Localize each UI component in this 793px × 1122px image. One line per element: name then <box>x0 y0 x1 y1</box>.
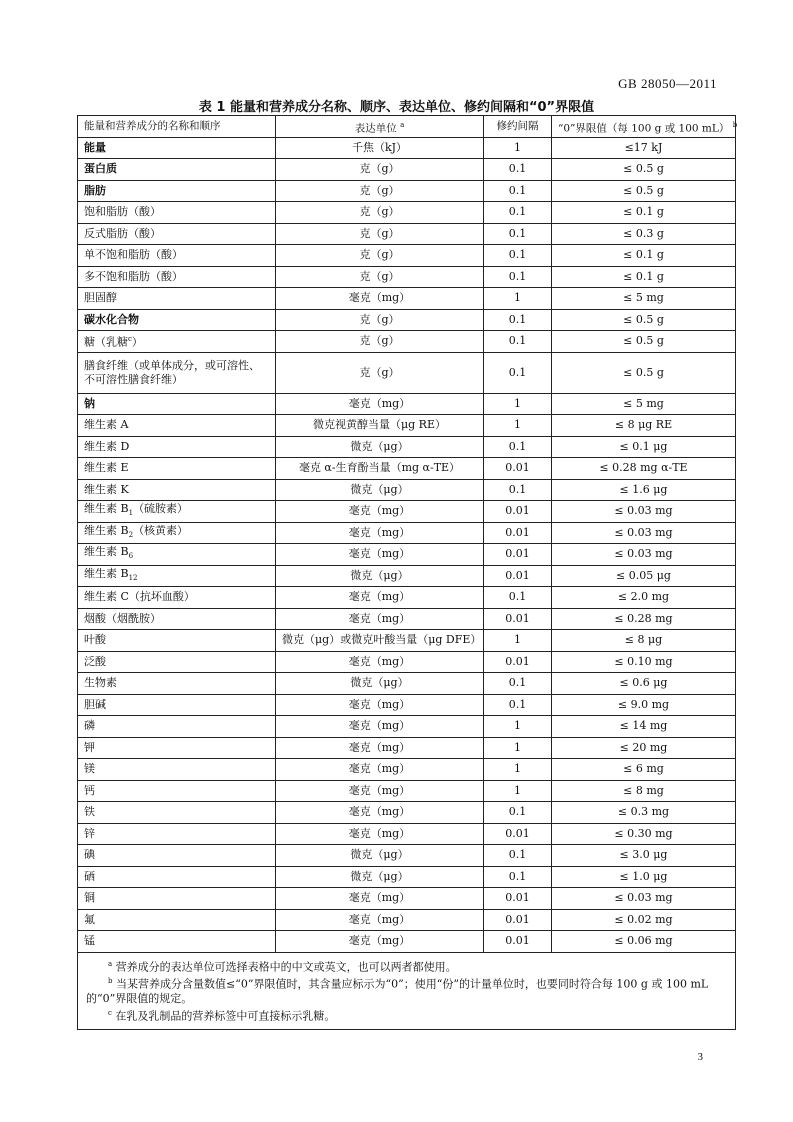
interval-cell: 1 <box>484 759 552 781</box>
unit-cell: 毫克（mg） <box>276 823 484 845</box>
table-row <box>78 823 736 845</box>
limit-cell: ≤ 0.03 mg <box>552 522 736 544</box>
nutrient-name-cell <box>78 137 276 159</box>
interval-cell: 0.1 <box>484 479 552 501</box>
unit-cell: 毫克（mg） <box>276 608 484 630</box>
interval-cell: 0.01 <box>484 823 552 845</box>
unit-cell: 毫克 α-生育酚当量（mg α-TE） <box>276 458 484 480</box>
nutrient-name: 生物素 <box>84 676 117 690</box>
interval-cell: 0.01 <box>484 522 552 544</box>
table-row <box>78 544 736 566</box>
nutrient-name: 泛酸 <box>84 654 106 668</box>
unit-cell: 克（g） <box>276 202 484 224</box>
nutrient-name-cell <box>78 309 276 331</box>
limit-cell: ≤ 0.1 μg <box>552 436 736 458</box>
limit-cell: ≤ 6 mg <box>552 759 736 781</box>
unit-cell: 毫克（mg） <box>276 501 484 523</box>
nutrient-name-cell <box>78 759 276 781</box>
limit-cell: ≤ 0.5 g <box>552 331 736 353</box>
nutrient-name: 多不饱和脂肪（酸） <box>84 269 183 283</box>
limit-cell: ≤ 0.03 mg <box>552 888 736 910</box>
limit-cell: ≤ 0.1 g <box>552 202 736 224</box>
unit-cell: 微克（μg）或微克叶酸当量（μg DFE） <box>276 630 484 652</box>
footnote-mark: c <box>108 1008 112 1017</box>
unit-cell: 克（g） <box>276 266 484 288</box>
unit-cell: 毫克（mg） <box>276 393 484 415</box>
nutrient-name-cell <box>78 393 276 415</box>
table-row <box>78 565 736 587</box>
limit-cell: ≤ 0.5 g <box>552 159 736 181</box>
interval-cell: 0.01 <box>484 544 552 566</box>
nutrient-name-cell <box>78 694 276 716</box>
nutrient-table <box>77 115 736 1030</box>
limit-cell: ≤ 0.02 mg <box>552 909 736 931</box>
unit-cell: 毫克（mg） <box>276 716 484 738</box>
nutrient-name: 氟 <box>84 912 95 926</box>
unit-cell: 微克（μg） <box>276 866 484 888</box>
unit-cell: 克（g） <box>276 245 484 267</box>
table-row <box>78 587 736 609</box>
unit-cell: 毫克（mg） <box>276 522 484 544</box>
nutrient-name: 膳食纤维（或单体成分，或可溶性、不可溶性膳食纤维） <box>84 358 260 386</box>
table-row <box>78 137 736 159</box>
limit-cell: ≤ 9.0 mg <box>552 694 736 716</box>
interval-cell: 0.1 <box>484 309 552 331</box>
interval-cell: 0.01 <box>484 888 552 910</box>
table-header-row <box>78 116 736 138</box>
interval-cell: 1 <box>484 393 552 415</box>
note-text: 当某营养成分含量数值≤“0”界限值时，其含量应标示为“0”；使用“份”的计量单位时，也要同时符合每 100 g 或 100 mL 的“0”界限值的规定。 <box>86 977 709 1005</box>
table-title: 表 1 能量和营养成分名称、顺序、表达单位、修约间隔和“0”界限值 <box>198 100 595 115</box>
table-row <box>78 288 736 310</box>
nutrient-name-cell <box>78 888 276 910</box>
interval-cell: 1 <box>484 630 552 652</box>
table-row <box>78 780 736 802</box>
nutrient-name-cell <box>78 180 276 202</box>
nutrient-name-cell <box>78 458 276 480</box>
unit-cell: 毫克（mg） <box>276 544 484 566</box>
interval-cell: 0.1 <box>484 331 552 353</box>
table-row <box>78 522 736 544</box>
limit-cell: ≤ 0.28 mg α-TE <box>552 458 736 480</box>
table-notes <box>78 952 736 1030</box>
limit-cell: ≤ 0.3 g <box>552 223 736 245</box>
unit-cell: 毫克（mg） <box>276 759 484 781</box>
table-row <box>78 415 736 437</box>
table-row <box>78 352 736 393</box>
unit-cell: 微克（μg） <box>276 436 484 458</box>
unit-cell: 毫克（mg） <box>276 802 484 824</box>
unit-cell: 微克（μg） <box>276 479 484 501</box>
nutrient-name: 维生素 K <box>84 482 129 496</box>
nutrient-name: 维生素 B <box>84 566 129 580</box>
limit-cell: ≤ 0.28 mg <box>552 608 736 630</box>
table-row <box>78 866 736 888</box>
nutrient-name: 维生素 D <box>84 439 130 453</box>
column-header-name: 能量和营养成分的名称和顺序 <box>78 116 276 138</box>
nutrient-name: 反式脂肪（酸） <box>84 226 161 240</box>
table-row <box>78 630 736 652</box>
unit-cell: 毫克（mg） <box>276 651 484 673</box>
limit-cell: ≤ 5 mg <box>552 393 736 415</box>
nutrient-name-cell <box>78 501 276 523</box>
nutrient-name-cell <box>78 544 276 566</box>
limit-cell: ≤ 8 μg RE <box>552 415 736 437</box>
nutrient-name-cell <box>78 479 276 501</box>
limit-cell: ≤ 20 mg <box>552 737 736 759</box>
interval-cell: 0.1 <box>484 866 552 888</box>
notes-row <box>78 952 736 1030</box>
limit-cell: ≤ 0.5 g <box>552 309 736 331</box>
interval-cell: 0.1 <box>484 587 552 609</box>
unit-cell: 毫克（mg） <box>276 587 484 609</box>
nutrient-name: 镁 <box>84 762 95 776</box>
table-row <box>78 309 736 331</box>
limit-cell: ≤ 0.05 μg <box>552 565 736 587</box>
unit-cell: 毫克（mg） <box>276 694 484 716</box>
nutrient-name-cell <box>78 845 276 867</box>
table-row <box>78 651 736 673</box>
nutrient-subscript: 1 <box>128 509 134 518</box>
table-row <box>78 202 736 224</box>
unit-cell: 克（g） <box>276 331 484 353</box>
table-row <box>78 759 736 781</box>
nutrient-name-suffix: ） <box>131 336 143 350</box>
nutrient-name-cell <box>78 288 276 310</box>
footnote-mark: a <box>108 959 113 968</box>
interval-cell: 0.1 <box>484 694 552 716</box>
limit-cell: ≤ 2.0 mg <box>552 587 736 609</box>
table-row <box>78 802 736 824</box>
nutrient-name-cell <box>78 245 276 267</box>
unit-cell: 微克（μg） <box>276 673 484 695</box>
unit-cell: 克（g） <box>276 159 484 181</box>
nutrient-name-cell <box>78 436 276 458</box>
table-row <box>78 180 736 202</box>
nutrient-name-cell <box>78 159 276 181</box>
unit-cell: 克（g） <box>276 309 484 331</box>
footnote-mark: b <box>108 977 113 986</box>
unit-cell: 千焦（kJ） <box>276 137 484 159</box>
nutrient-subscript: 12 <box>128 573 138 582</box>
limit-cell: ≤ 0.3 mg <box>552 802 736 824</box>
nutrient-name-cell <box>78 565 276 587</box>
unit-cell: 毫克（mg） <box>276 780 484 802</box>
table-row <box>78 888 736 910</box>
limit-cell: ≤ 5 mg <box>552 288 736 310</box>
interval-cell: 0.01 <box>484 931 552 953</box>
interval-cell: 0.1 <box>484 673 552 695</box>
limit-cell: ≤ 0.5 g <box>552 180 736 202</box>
column-header-limit: “0”界限值（每 100 g 或 100 mL） $^b$ <box>552 116 736 138</box>
nutrient-name-cell <box>78 266 276 288</box>
nutrient-name: 钾 <box>84 740 95 754</box>
nutrient-name: 烟酸（烟酰胺） <box>84 611 161 625</box>
nutrient-name: 维生素 B <box>84 523 129 537</box>
interval-cell: 0.1 <box>484 802 552 824</box>
unit-cell: 毫克（mg） <box>276 888 484 910</box>
unit-cell: 毫克（mg） <box>276 909 484 931</box>
limit-cell: ≤ 0.1 g <box>552 245 736 267</box>
nutrient-name-cell <box>78 651 276 673</box>
interval-cell: 0.1 <box>484 180 552 202</box>
nutrient-name: 糖（乳糖 <box>84 336 128 350</box>
nutrient-name-cell <box>78 716 276 738</box>
interval-cell: 0.1 <box>484 845 552 867</box>
nutrient-name: 磷 <box>84 719 95 733</box>
standard-code: GB 28050—2011 <box>618 76 717 91</box>
table-row <box>78 737 736 759</box>
nutrient-name-cell <box>78 522 276 544</box>
unit-cell: 微克（μg） <box>276 565 484 587</box>
page-number: 3 <box>697 1051 703 1063</box>
interval-cell: 1 <box>484 415 552 437</box>
limit-cell: ≤ 0.30 mg <box>552 823 736 845</box>
nutrient-name: 碳水化合物 <box>84 312 139 326</box>
interval-cell: 1 <box>484 288 552 310</box>
interval-cell: 0.1 <box>484 245 552 267</box>
limit-cell: ≤ 0.10 mg <box>552 651 736 673</box>
note-text: 营养成分的表达单位可选择表格中的中文或英文，也可以两者都使用。 <box>115 960 457 974</box>
nutrient-name: 铜 <box>84 891 95 905</box>
nutrient-name-cell <box>78 587 276 609</box>
interval-cell: 0.1 <box>484 202 552 224</box>
interval-cell: 0.01 <box>484 909 552 931</box>
interval-cell: 0.1 <box>484 223 552 245</box>
table-row <box>78 393 736 415</box>
table-row <box>78 845 736 867</box>
limit-cell: ≤ 0.03 mg <box>552 544 736 566</box>
nutrient-subscript: 2 <box>128 530 134 539</box>
nutrient-name-cell <box>78 331 276 353</box>
nutrient-name: 饱和脂肪（酸） <box>84 205 161 219</box>
nutrient-name: 叶酸 <box>84 633 106 647</box>
interval-cell: 1 <box>484 737 552 759</box>
nutrient-name: 钠 <box>84 396 95 410</box>
table-row <box>78 266 736 288</box>
note-text: 在乳及乳制品的营养标签中可直接标示乳糖。 <box>115 1009 336 1023</box>
limit-cell: ≤ 0.03 mg <box>552 501 736 523</box>
column-header-interval: 修约间隔 <box>484 116 552 138</box>
nutrient-name: 维生素 A <box>84 418 129 432</box>
table-row <box>78 931 736 953</box>
interval-cell: 0.01 <box>484 565 552 587</box>
limit-cell: ≤ 0.5 g <box>552 352 736 393</box>
limit-cell: ≤17 kJ <box>552 137 736 159</box>
unit-cell: 克（g） <box>276 352 484 393</box>
limit-cell: ≤ 3.0 μg <box>552 845 736 867</box>
nutrient-name-cell <box>78 866 276 888</box>
interval-cell: 0.01 <box>484 458 552 480</box>
nutrient-name-cell <box>78 802 276 824</box>
footnote-mark: c <box>128 335 132 344</box>
table-row <box>78 909 736 931</box>
nutrient-name-cell <box>78 780 276 802</box>
table-row <box>78 245 736 267</box>
nutrient-name: 能量 <box>84 140 106 154</box>
nutrient-name: 胆碱 <box>84 697 106 711</box>
table-row <box>78 223 736 245</box>
nutrient-name-cell <box>78 608 276 630</box>
limit-cell: ≤ 1.0 μg <box>552 866 736 888</box>
nutrient-name-cell <box>78 909 276 931</box>
nutrient-name-cell <box>78 352 276 393</box>
nutrient-name: 维生素 C（抗坏血酸） <box>84 590 195 604</box>
nutrient-name: 钙 <box>84 783 95 797</box>
nutrient-name-cell <box>78 823 276 845</box>
column-header-unit: 表达单位 $^a$ <box>276 116 484 138</box>
unit-cell: 微克（μg） <box>276 845 484 867</box>
interval-cell: 0.1 <box>484 159 552 181</box>
table-body <box>78 137 736 952</box>
limit-cell: ≤ 8 μg <box>552 630 736 652</box>
unit-cell: 毫克（mg） <box>276 931 484 953</box>
nutrient-name: 维生素 E <box>84 461 129 475</box>
nutrient-name-cell <box>78 415 276 437</box>
nutrient-name-cell <box>78 737 276 759</box>
limit-cell: ≤ 0.1 g <box>552 266 736 288</box>
footnote-mark: a <box>400 120 405 129</box>
nutrient-name-cell <box>78 202 276 224</box>
nutrient-name: 碘 <box>84 848 95 862</box>
limit-cell: ≤ 14 mg <box>552 716 736 738</box>
interval-cell: 0.1 <box>484 266 552 288</box>
unit-cell: 微克视黄醇当量（μg RE） <box>276 415 484 437</box>
limit-cell: ≤ 0.6 μg <box>552 673 736 695</box>
unit-cell: 毫克（mg） <box>276 288 484 310</box>
table-note <box>86 957 727 975</box>
limit-cell: ≤ 0.06 mg <box>552 931 736 953</box>
unit-cell: 克（g） <box>276 180 484 202</box>
unit-cell: 毫克（mg） <box>276 737 484 759</box>
nutrient-name: 硒 <box>84 869 95 883</box>
interval-cell: 0.1 <box>484 352 552 393</box>
table-row <box>78 436 736 458</box>
nutrient-name: 维生素 B <box>84 545 129 559</box>
interval-cell: 1 <box>484 137 552 159</box>
interval-cell: 0.01 <box>484 501 552 523</box>
nutrient-name-suffix: （核黄素） <box>133 523 189 537</box>
table-row <box>78 159 736 181</box>
table-row <box>78 694 736 716</box>
nutrient-name-cell <box>78 931 276 953</box>
nutrient-name: 脂肪 <box>84 183 106 197</box>
table-note <box>86 1006 727 1024</box>
nutrient-name: 维生素 B <box>84 502 129 516</box>
interval-cell: 1 <box>484 780 552 802</box>
nutrient-name: 单不饱和脂肪（酸） <box>84 248 183 262</box>
table-row <box>78 479 736 501</box>
nutrient-name: 铁 <box>84 805 95 819</box>
interval-cell: 0.1 <box>484 436 552 458</box>
nutrient-name: 锰 <box>84 934 95 948</box>
limit-cell: ≤ 8 mg <box>552 780 736 802</box>
interval-cell: 1 <box>484 716 552 738</box>
nutrient-name-cell <box>78 630 276 652</box>
table-row <box>78 673 736 695</box>
interval-cell: 0.01 <box>484 651 552 673</box>
nutrient-name-cell <box>78 223 276 245</box>
limit-cell: ≤ 1.6 μg <box>552 479 736 501</box>
table-row <box>78 501 736 523</box>
nutrient-name-cell <box>78 673 276 695</box>
table-row <box>78 716 736 738</box>
table-row <box>78 331 736 353</box>
interval-cell: 0.01 <box>484 608 552 630</box>
unit-cell: 克（g） <box>276 223 484 245</box>
footnote-mark: b <box>732 120 738 129</box>
nutrient-name: 胆固醇 <box>84 291 117 305</box>
table-row <box>78 458 736 480</box>
table-row <box>78 608 736 630</box>
nutrient-name-suffix: （硫胺素） <box>133 502 189 516</box>
table-note <box>86 974 727 1006</box>
nutrient-subscript: 6 <box>128 552 134 561</box>
nutrient-name: 蛋白质 <box>84 162 117 176</box>
nutrient-name: 锌 <box>84 826 95 840</box>
